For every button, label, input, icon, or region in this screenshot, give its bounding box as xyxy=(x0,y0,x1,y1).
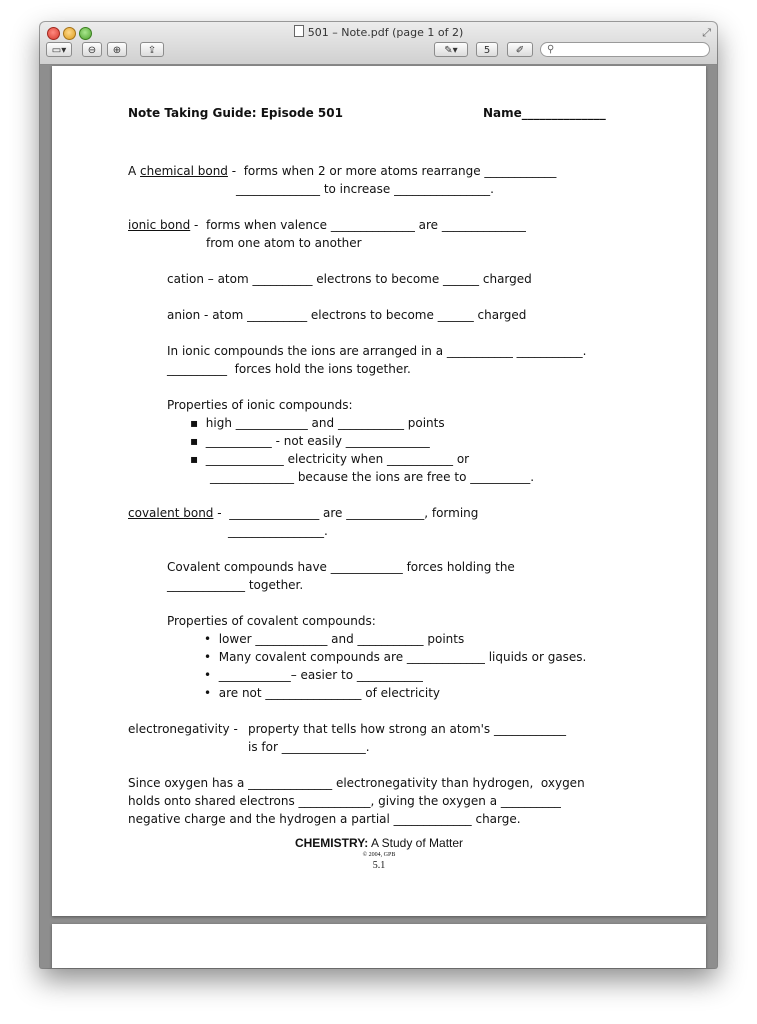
square-bullet-icon: ▪ xyxy=(190,416,206,430)
ionic-properties-title: Properties of ionic compounds: xyxy=(167,398,353,412)
ionic-arranged-line1: In ionic compounds the ions are arranged in a ___________ ___________. xyxy=(167,344,587,358)
ionic-bond-term: ionic bond xyxy=(128,218,191,232)
chemical-bond-line2: ______________ to increase ________________. xyxy=(236,182,494,196)
sidebar-icon: ▭▾ xyxy=(51,45,67,56)
edit-toolbar-button[interactable] xyxy=(507,42,533,57)
covalent-forces-line2: _____________ together. xyxy=(167,578,304,592)
oxygen-line3: negative charge and the hydrogen a partial _____________ charge. xyxy=(128,812,521,826)
ionic-property-continued: ______________ because the ions are free to __________. xyxy=(210,470,535,484)
ionic-bond-line2: from one atom to another xyxy=(206,236,362,250)
ionic-property-item: ▪ ___________ - not easily ______________ xyxy=(190,434,430,448)
text-tool-icon: 5 xyxy=(483,45,491,56)
ionic-bond-line1: ionic bond - forms when valence ______________ are ______________ xyxy=(128,218,526,232)
search-icon: ⚲ xyxy=(547,44,555,55)
ionic-property-item: ▪ _____________ electricity when ___________ or xyxy=(190,452,470,466)
text-tool-button[interactable] xyxy=(476,42,498,57)
name-field: Name______________ xyxy=(483,106,606,120)
window-title-text: 501 – Note.pdf (page 1 of 2) xyxy=(307,26,464,39)
search-field[interactable] xyxy=(540,42,710,57)
pdf-document-icon xyxy=(294,25,304,37)
covalent-property-item: • are not ________________ of electricity xyxy=(204,686,441,700)
covalent-forces-line1: Covalent compounds have ____________ forces holding the xyxy=(167,560,515,574)
header-title: Note Taking Guide: Episode 501 xyxy=(128,106,343,120)
covalent-properties-title: Properties of covalent compounds: xyxy=(167,614,376,628)
window-title xyxy=(40,25,717,39)
fullscreen-icon[interactable]: ⤢ xyxy=(702,26,711,39)
footer-page-number: 5.1 xyxy=(372,860,386,871)
bullet-icon: • xyxy=(204,650,219,664)
pdf-page-1 xyxy=(52,66,706,916)
oxygen-line1: Since oxygen has a ______________ electronegativity than hydrogen, oxygen xyxy=(128,776,585,790)
footer-copyright: © 2004, GPB xyxy=(362,852,396,858)
footer-brand-line: CHEMISTRY: A Study of Matter xyxy=(294,836,464,850)
chemical-bond-term: chemical bond xyxy=(140,164,228,178)
annotate-button[interactable] xyxy=(434,42,468,57)
preview-window xyxy=(40,22,717,968)
covalent-property-item: • ____________– easier to ___________ xyxy=(204,668,423,682)
annotate-icon: ✎▾ xyxy=(444,45,458,56)
zoom-in-button[interactable] xyxy=(107,42,127,57)
covalent-bond-term: covalent bond xyxy=(128,506,214,520)
covalent-bond-line1: covalent bond - _______________ are _____________, forming xyxy=(128,506,479,520)
bullet-icon: • xyxy=(204,686,219,700)
oxygen-line2: holds onto shared electrons ____________, giving the oxygen a __________ xyxy=(128,794,561,808)
bullet-icon: • xyxy=(204,632,219,646)
covalent-property-item: • Many covalent compounds are _____________ liquids or gases. xyxy=(204,650,587,664)
zoom-out-icon: ⊖ xyxy=(87,45,97,56)
square-bullet-icon: ▪ xyxy=(190,434,206,448)
chemical-bond-line1: A chemical bond - forms when 2 or more atoms rearrange ____________ xyxy=(128,164,557,178)
zoom-in-icon: ⊕ xyxy=(112,45,122,56)
pdf-page-2 xyxy=(52,924,706,968)
footer-brand: CHEMISTRY: xyxy=(294,836,369,850)
zoom-out-button[interactable] xyxy=(82,42,102,57)
edit-icon: ✐ xyxy=(515,45,525,56)
ionic-arranged-line2: __________ forces hold the ions together. xyxy=(167,362,411,376)
share-icon: ⇪ xyxy=(147,45,157,56)
electronegativity-line2: is for ______________. xyxy=(248,740,370,754)
ionic-property-item: ▪ high ____________ and ___________ points xyxy=(190,416,445,430)
electronegativity-term: electronegativity - xyxy=(128,722,238,736)
sidebar-view-button[interactable] xyxy=(46,42,72,57)
electronegativity-line1: property that tells how strong an atom's ____________ xyxy=(248,722,566,736)
cation-line: cation – atom __________ electrons to become ______ charged xyxy=(167,272,532,286)
covalent-bond-line2: ________________. xyxy=(228,524,328,538)
title-bar xyxy=(40,22,717,65)
share-button[interactable] xyxy=(140,42,164,57)
covalent-property-item: • lower ____________ and ___________ points xyxy=(204,632,465,646)
anion-line: anion - atom __________ electrons to become ______ charged xyxy=(167,308,527,322)
square-bullet-icon: ▪ xyxy=(190,452,206,466)
bullet-icon: • xyxy=(204,668,219,682)
